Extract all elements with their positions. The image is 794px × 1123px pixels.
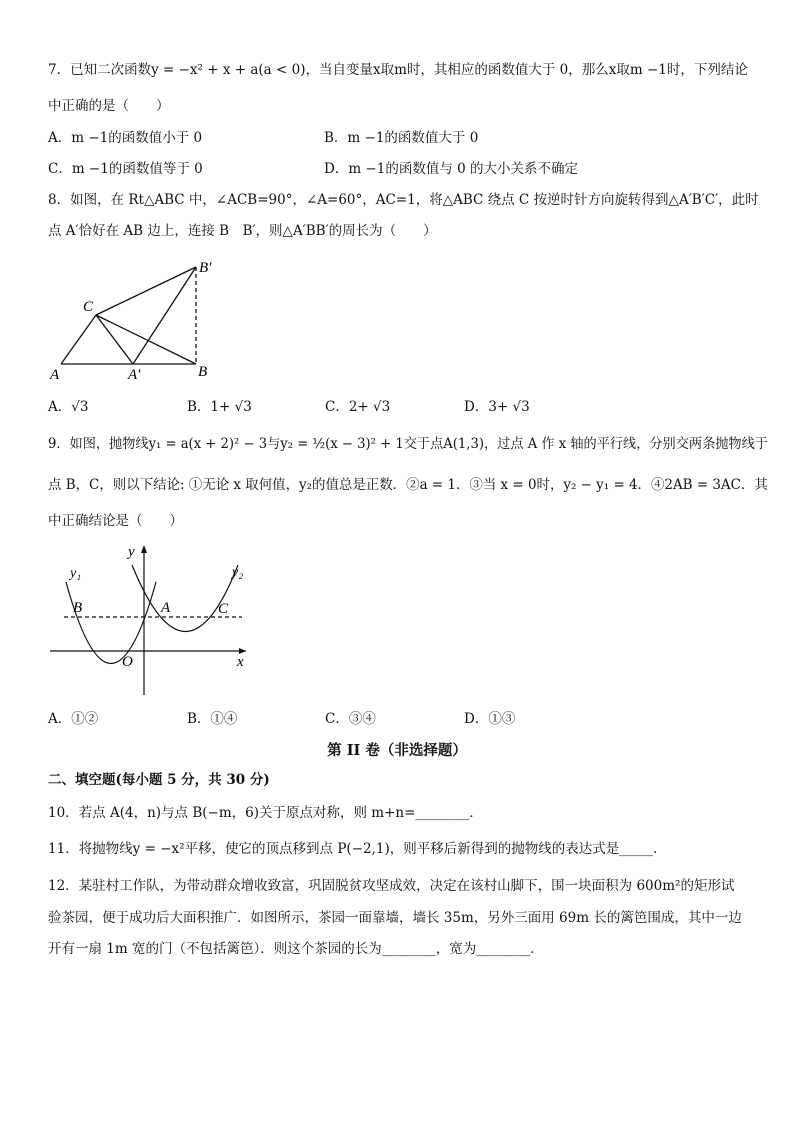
q12-stem-line1: 12．某驻村工作队，为带动群众增收致富，巩固脱贫攻坚成效，决定在该村山脚下，围一块面积为 600m²的矩形试 — [48, 878, 735, 894]
q9-option-b: B．①④ — [187, 711, 238, 727]
q11-stem: 11．将抛物线y = −x²平移，使它的顶点移到点 P(−2,1)，则平移后新得到的抛物线的表达式是_____. — [48, 841, 658, 857]
q9-stem-line2: 点 B，C，则以下结论: ①无论 x 取何值，y₂的值总是正数．②a = 1．③当 x = 0时，y₂ − y₁ = 4．④2AB = 3AC．其 — [48, 477, 768, 493]
q9-label-origin: O — [122, 654, 133, 670]
q9-stem-line3: 中正确结论是（ ） — [48, 513, 183, 529]
q9-option-d: D．①③ — [464, 711, 516, 727]
q8-stem-line1: 8．如图，在 Rt△ABC 中，∠ACB=90°，∠A=60°，AC=1，将△ABC 绕点 C 按逆时针方向旋转得到△A′B′C′，此时 — [48, 192, 759, 208]
q9-label-c: C — [218, 601, 229, 617]
q8-label-c: C — [83, 299, 94, 315]
section-title: 第 II 卷（非选择题） — [327, 742, 467, 759]
q9-label-y1: y₁ — [70, 566, 82, 581]
q7-stem-line1: 7．已知二次函数y = −x² + x + a(a < 0)，当自变量x取m时，其相应的函数值大于 0，那么x取m −1时，下列结论 — [48, 62, 748, 78]
q9-label-a: A — [161, 600, 171, 616]
q9-parabola-figure — [46, 540, 256, 700]
q8-stem-line2: 点 A′恰好在 AB 边上，连接 B B′，则△A′BB′的周长为（ ） — [48, 223, 437, 239]
q9-option-a: A．①② — [48, 711, 99, 727]
q9-option-c: C．③④ — [325, 711, 376, 727]
q7-option-d: D．m −1的函数值与 0 的大小关系不确定 — [324, 161, 578, 177]
q7-stem-line2: 中正确的是（ ） — [48, 98, 170, 114]
q8-option-d: D．3+ √3 — [464, 399, 530, 415]
q12-stem-line3: 开有一扇 1m 宽的门（不包括篱笆）．则这个茶园的长为________，宽为________． — [48, 941, 544, 957]
q9-label-y-axis: y — [128, 544, 135, 560]
q9-label-x-axis: x — [237, 654, 244, 670]
q8-label-b-prime: B′ — [199, 260, 212, 276]
q8-label-a: A — [50, 367, 60, 382]
q9-label-y2: y₂ — [232, 565, 244, 580]
q7-option-b: B．m −1的函数值大于 0 — [324, 130, 479, 146]
q7-option-a: A．m −1的函数值小于 0 — [48, 130, 203, 146]
q8-label-b: B — [198, 364, 208, 380]
q8-label-a-prime: A′ — [128, 367, 141, 382]
q8-triangle-figure — [46, 252, 226, 382]
q8-option-c: C．2+ √3 — [325, 399, 391, 415]
q8-option-b: B．1+ √3 — [187, 399, 252, 415]
q9-stem-line1: 9．如图，抛物线y₁ = a(x + 2)² − 3与y₂ = ½(x − 3)² + 1交于点A(1,3)，过点 A 作 x 轴的平行线，分别交两条抛物线于 — [48, 436, 768, 452]
q7-option-c: C．m −1的函数值等于 0 — [48, 161, 203, 177]
q10-stem: 10．若点 A(4，n)与点 B(−m，6)关于原点对称，则 m+n=________． — [48, 805, 483, 821]
q8-option-a: A．√3 — [48, 399, 89, 415]
q9-label-b: B — [73, 600, 83, 616]
part2-header: 二、填空题(每小题 5 分，共 30 分) — [48, 772, 270, 788]
q12-stem-line2: 验茶园，便于成功后大面积推广．如图所示，茶园一面靠墙，墙长 35m，另外三面用 69m 长的篱笆围成，其中一边 — [48, 910, 742, 926]
